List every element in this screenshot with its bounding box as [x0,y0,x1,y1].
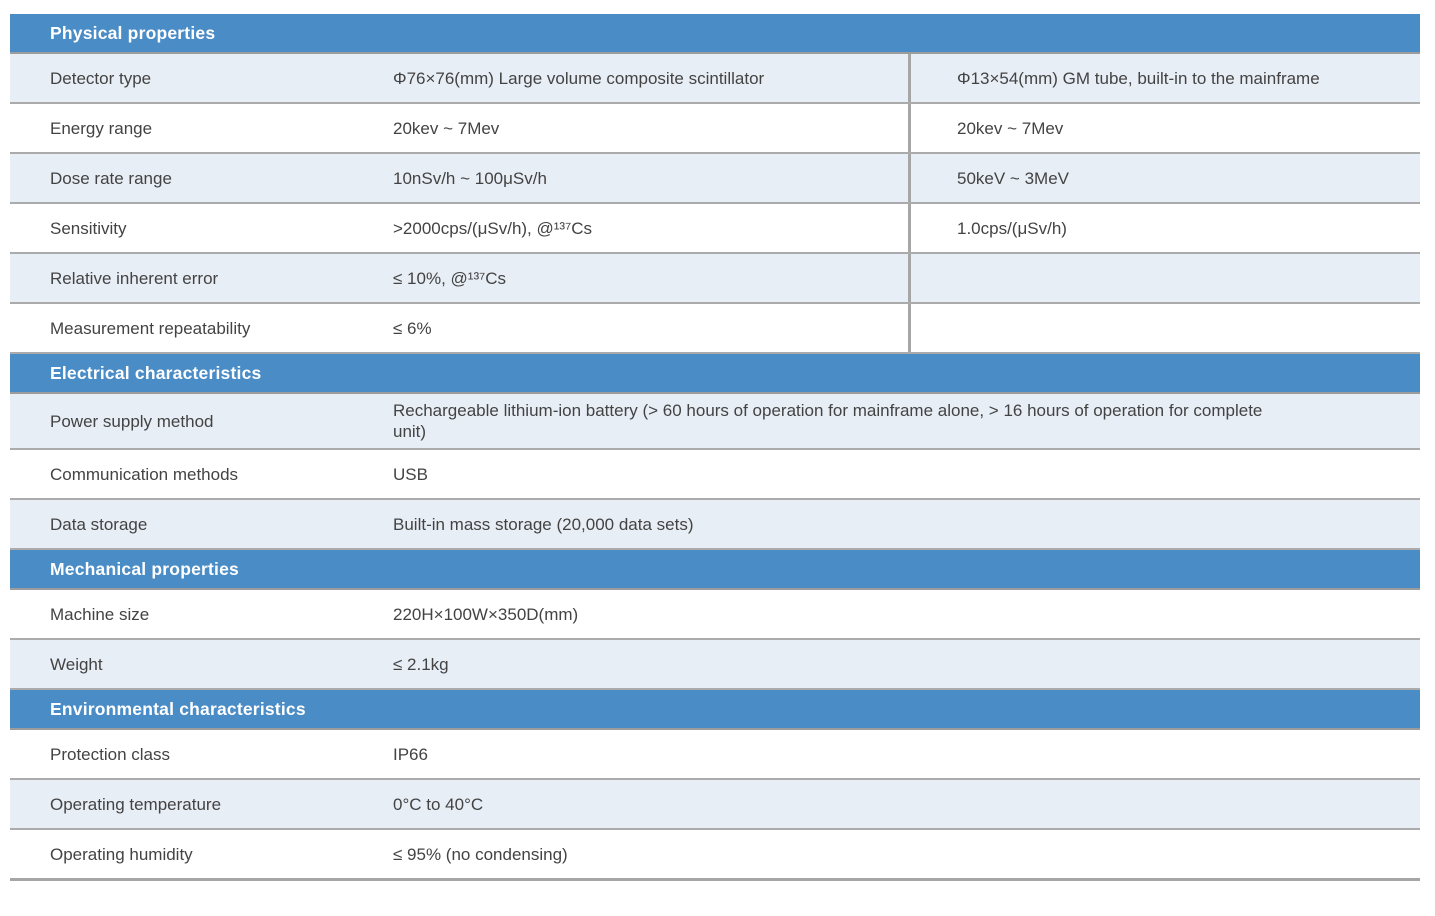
spec-section [10,550,1420,690]
property-value-secondary-cell [908,104,1420,152]
property-name-cell [10,104,393,152]
table-row [10,450,1420,500]
section-title: Electrical characteristics [50,362,262,383]
property-value: 20kev ~ 7Mev [393,118,500,138]
property-value: ≤ 10%, @¹³⁷Cs [393,268,507,288]
property-value: 0°C to 40°C [393,794,484,814]
property-value-secondary-cell [908,204,1420,252]
property-value-cell [393,780,1420,828]
table-row [10,154,1420,204]
property-value-cell [393,590,1420,638]
property-value: 220H×100W×350D(mm) [393,604,579,624]
property-name: Dose rate range [50,168,172,188]
section-title: Physical properties [50,22,216,43]
property-name-cell [10,54,393,102]
property-value: >2000cps/(μSv/h), @¹³⁷Cs [393,218,593,238]
table-row [10,780,1420,830]
table-row [10,204,1420,254]
property-value-cell [393,254,908,302]
table-row [10,640,1420,690]
table-row [10,254,1420,304]
property-name-cell [10,830,393,878]
property-value-cell [393,304,908,352]
property-value-secondary-cell [908,54,1420,102]
table-row [10,394,1420,450]
property-value-cell [393,154,908,202]
property-value-cell [393,394,1420,448]
property-name: Detector type [50,68,152,88]
property-name-cell [10,590,393,638]
property-value-secondary-cell [908,154,1420,202]
property-value-secondary-cell [908,254,1420,302]
table-row [10,104,1420,154]
section-header [10,690,1420,730]
property-value: 10nSv/h ~ 100μSv/h [393,168,547,188]
property-value: Built-in mass storage (20,000 data sets) [393,514,694,534]
section-header [10,550,1420,590]
property-name: Operating temperature [50,794,222,814]
spec-section [10,354,1420,550]
property-value-cell [393,450,1420,498]
property-name-cell [10,394,393,448]
table-row [10,590,1420,640]
property-name: Operating humidity [50,844,193,864]
property-value-cell [393,500,1420,548]
property-value: Rechargeable lithium-ion battery (> 60 hours of operation for mainframe alone, > 16 hours of operation for complete unit) [393,401,1263,441]
table-row [10,830,1420,878]
property-value: USB [393,464,428,484]
property-value: ≤ 2.1kg [393,654,449,674]
property-name: Energy range [50,118,153,138]
property-value: ≤ 95% (no condensing) [393,844,568,864]
section-title: Environmental characteristics [50,698,306,719]
property-value: Φ76×76(mm) Large volume composite scintillator [393,68,765,88]
specifications-table [10,14,1420,881]
table-row [10,304,1420,354]
property-name: Relative inherent error [50,268,219,288]
property-name-cell [10,254,393,302]
property-name-cell [10,730,393,778]
spec-section [10,14,1420,354]
property-name: Power supply method [50,411,214,431]
property-value-cell [393,640,1420,688]
property-name-cell [10,450,393,498]
property-name-cell [10,640,393,688]
property-value-cell [393,730,1420,778]
property-value-secondary: Φ13×54(mm) GM tube, built-in to the mainframe [957,68,1320,88]
property-name: Communication methods [50,464,239,484]
section-header [10,14,1420,54]
property-value-cell [393,830,1420,878]
property-name-cell [10,204,393,252]
property-value-secondary: 1.0cps/(μSv/h) [957,218,1067,238]
property-name-cell [10,304,393,352]
property-value: IP66 [393,744,428,764]
property-value-secondary: 20kev ~ 7Mev [957,118,1064,138]
section-header [10,354,1420,394]
property-name: Measurement repeatability [50,318,251,338]
property-value-cell [393,104,908,152]
property-name: Protection class [50,744,170,764]
property-name-cell [10,154,393,202]
property-value-cell [393,204,908,252]
property-value-secondary-cell [908,304,1420,352]
property-name-cell [10,500,393,548]
property-value: ≤ 6% [393,318,432,338]
table-row [10,54,1420,104]
spec-section [10,690,1420,878]
property-value-secondary: 50keV ~ 3MeV [957,168,1069,188]
property-name: Machine size [50,604,150,624]
property-name: Data storage [50,514,148,534]
table-row [10,730,1420,780]
property-name: Sensitivity [50,218,127,238]
property-name-cell [10,780,393,828]
section-title: Mechanical properties [50,558,239,579]
property-name: Weight [50,654,103,674]
property-value-cell [393,54,908,102]
table-row [10,500,1420,550]
